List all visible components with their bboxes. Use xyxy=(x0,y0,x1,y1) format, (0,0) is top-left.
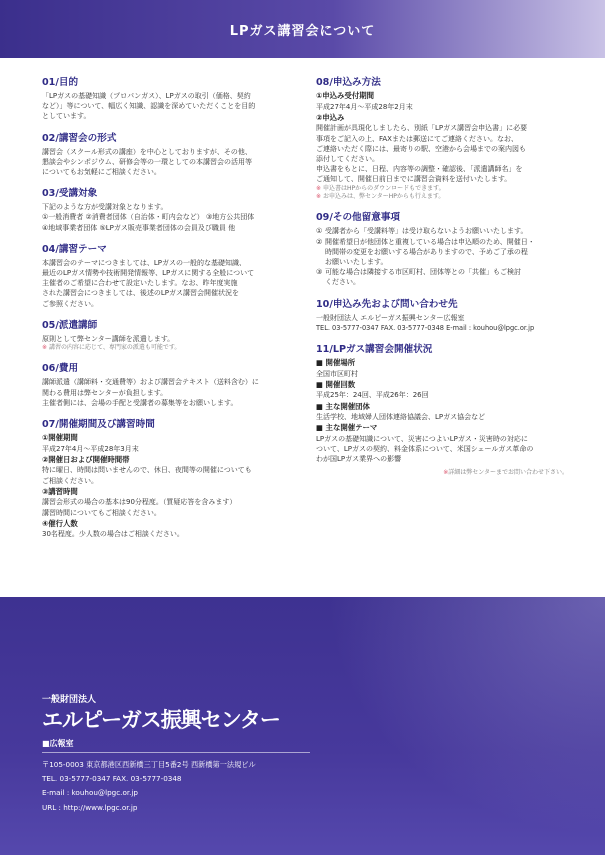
text-line: 受講者から「受講料等」は受け取らないようお願いいたします。 xyxy=(325,227,528,236)
text-line: 講習会（スクール形式の講座）を中心としておりますが、その他、 xyxy=(42,147,252,156)
text-line: 原則として弊センター講師を派遣します。 xyxy=(42,334,175,343)
subheading: ②開催日および開催時間帯 xyxy=(42,454,130,464)
section-title: 10/申込み先および問い合わせ先 xyxy=(316,298,458,310)
section-title: 06/費用 xyxy=(42,363,79,375)
text-line: 下記のような方が受講対象となります。 xyxy=(42,203,168,212)
list-item xyxy=(316,267,568,287)
list-number: ① xyxy=(316,227,323,236)
text-line: 「LPガスの基礎知識（プロパンガス）、LPガスの取引（価格、契約 xyxy=(42,92,251,100)
address: 〒105-0003 東京都港区西新橋三丁目5番2号 西新橋第一法規ビル xyxy=(42,760,256,769)
text-line: 平成27年4月〜平成28年3月末 xyxy=(42,444,139,453)
text-line: 主催者のご希望に合わせて設定いたします。なお、昨年度実施 xyxy=(42,279,238,288)
section-cost xyxy=(42,362,294,408)
text-line: 添付してください。 xyxy=(316,155,379,163)
subheading: ④催行人数 xyxy=(42,518,78,528)
text-line: ①一般消費者 ②消費者団体（自治体・町内会など） ③地方公共団体 xyxy=(42,213,255,222)
text-line: 時間帯の変更をお願いする場合がありますので、予めご了承の程 xyxy=(325,247,528,256)
text-line: ④地域事業者団体 ⑤LPガス販売事業者団体の会員及び職員 他 xyxy=(42,223,236,232)
text-line: についてもお気軽にご相談ください。 xyxy=(42,168,161,177)
subheading: ■ 開催場所 xyxy=(316,358,356,368)
subheading: ■ 開催回数 xyxy=(316,379,356,389)
text-line: など）」等について、幅広く知識、認識を深めていただくことを目的 xyxy=(42,102,256,111)
org-logo-text: エルピーガス振興センター xyxy=(42,708,280,732)
text-line: 開催計画が具現化しましたら、別紙「LPガス講習会申込書」に必要 xyxy=(316,124,528,133)
note-text: お申込みは、弊センターHPからも行えます。 xyxy=(321,193,445,201)
subheading: ■ 主な開催テーマ xyxy=(316,423,378,433)
text-line: 主催者側には、会場の手配と受講者の募集等をお願いします。 xyxy=(42,398,238,407)
text-line: 特に曜日、時間は問いませんので、休日、夜間等の開催についても xyxy=(42,466,252,475)
note-mark: ※ xyxy=(443,468,449,476)
text-line: 講習時間についてもご相談ください。 xyxy=(42,508,161,517)
section-title: 04/講習テーマ xyxy=(42,243,107,255)
section-instructor xyxy=(42,319,294,353)
section-audience xyxy=(42,187,294,233)
text-line: 関わる費用は弊センターが負担します。 xyxy=(42,388,168,397)
note-mark: ※ xyxy=(316,184,322,192)
text-line: 申込書をもとに、日程、内容等の調整・確認後、「派遣講師名」を xyxy=(316,165,523,174)
text-line: 懇談会やシンポジウム、研修会等の一環としての本講習会の活用等 xyxy=(42,157,252,166)
subheading: ②申込み xyxy=(316,112,345,122)
department: ■広報室 xyxy=(42,739,74,748)
section-title: 01/目的 xyxy=(42,77,79,88)
note xyxy=(316,185,568,193)
text-line: 生活学校、地域婦人団体連絡協議会、LPガス協会など xyxy=(316,413,486,422)
subheading: ①開催期間 xyxy=(42,433,78,443)
list-text xyxy=(325,267,568,287)
text-line: わが国LPガス業界への影響 xyxy=(316,455,402,464)
section-notes xyxy=(316,211,568,287)
text-line: お願いいたします。 xyxy=(325,258,388,267)
subheading: ③講習時間 xyxy=(42,486,78,496)
text-line: としています。 xyxy=(42,112,91,121)
section-title: 05/派遣講師 xyxy=(42,319,98,331)
text-line: ご連絡いただく際には、最寄りの駅、空港から会場までの案内図も xyxy=(316,144,526,153)
text-line: 30名程度。少人数の場合はご相談ください。 xyxy=(42,530,184,539)
section-title: 03/受講対象 xyxy=(42,188,98,200)
section-title: 11/LPガス講習会開催状況 xyxy=(316,344,433,356)
text-line: LPガスの基礎知識について、災害につよいLPガス・災害時の対応に xyxy=(316,435,528,444)
text-line: ご相談ください。 xyxy=(42,476,98,485)
note-text: 講習の内容に応じて、専門家の派遣も可能です。 xyxy=(47,344,181,352)
text-line: された講習会につきましては、後述のLPガス講習会開催状況を xyxy=(42,289,239,298)
list-item xyxy=(316,226,568,236)
text-line: ご通知して、開催日前日までに講習会資料を送付いたします。 xyxy=(316,175,512,184)
section-purpose xyxy=(42,76,294,122)
section-application xyxy=(316,76,568,201)
subheading: ①申込み受付期間 xyxy=(316,91,374,100)
note-mark: ※ xyxy=(42,344,48,352)
email-link[interactable]: E-mail : kouhou@lpgc.or.jp xyxy=(42,788,138,798)
text-line: ついて、LPガスの契約、料金体系について、米国シェールガス革命の xyxy=(316,445,534,454)
text-line: 全国市区町村 xyxy=(316,369,358,378)
section-format xyxy=(42,132,294,178)
text-line: ください。 xyxy=(325,278,360,287)
section-title: 08/申込み方法 xyxy=(316,77,381,88)
footer-contact xyxy=(42,758,256,815)
left-column xyxy=(42,76,294,550)
text-line: 一般財団法人 エルピーガス振興センター広報室 xyxy=(316,313,465,322)
note xyxy=(42,344,294,352)
subheading: ■ 主な開催団体 xyxy=(316,401,370,411)
section-theme xyxy=(42,243,294,309)
text-line: 平成25年：24回、平成26年：26回 xyxy=(316,391,429,400)
text-line: 講習会形式の場合の基本は90分程度。（質疑応答を含みます） xyxy=(42,498,237,507)
text-line: 事項をご記入の上、FAXまたは郵送にてご連絡ください。なお、 xyxy=(316,134,518,143)
right-column xyxy=(316,76,568,487)
text-line: 可能な場合は隣接する市区町村、団体等との「共催」もご検討 xyxy=(325,268,521,277)
text-line: 平成27年4月〜平成28年2月末 xyxy=(316,102,413,111)
section-contact xyxy=(316,298,568,333)
divider xyxy=(42,752,310,753)
list-number: ③ xyxy=(316,268,323,277)
section-title: 09/その他留意事項 xyxy=(316,212,401,224)
note xyxy=(316,193,568,201)
page-title: LPガス講習会について xyxy=(229,23,376,39)
section-status xyxy=(316,343,568,477)
list-text xyxy=(325,226,568,236)
section-schedule xyxy=(42,418,294,540)
list-text xyxy=(325,237,568,268)
text-line: ご参照ください。 xyxy=(42,299,98,308)
contact-line: TEL. 03-5777-0347 FAX. 03-5777-0348 E-mail : kouhou@lpgc.or.jp xyxy=(316,323,535,332)
note xyxy=(316,469,568,477)
tel-fax: TEL. 03-5777-0347 FAX. 03-5777-0348 xyxy=(42,774,182,784)
note-mark: ※ xyxy=(316,193,322,201)
org-type: 一般財団法人 xyxy=(42,695,97,705)
text-line: 講師派遣（講師料・交通費等）および講習会テキスト（送料含む）に xyxy=(42,378,259,387)
section-title: 07/開催期間及び講習時間 xyxy=(42,419,155,431)
list-item xyxy=(316,237,568,268)
note-text: 詳細は弊センターまでお問い合わせ下さい。 xyxy=(448,468,568,476)
list-number: ② xyxy=(316,237,323,246)
text-line: 最近のLPガス情勢や技術開発情報等、LPガスに関する全般について xyxy=(42,269,255,278)
url-link[interactable]: URL : http://www.lpgc.or.jp xyxy=(42,802,138,812)
section-title: 02/講習会の形式 xyxy=(42,132,117,144)
text-line: 本講習会のテーマにつきましては、LPガスの一般的な基礎知識、 xyxy=(42,258,246,267)
text-line: 開催希望日が他団体と重複している場合は申込順のため、開催日・ xyxy=(325,237,535,246)
note-text: 申込書はHPからのダウンロードもできます。 xyxy=(321,184,445,192)
footer-glow xyxy=(305,597,605,855)
